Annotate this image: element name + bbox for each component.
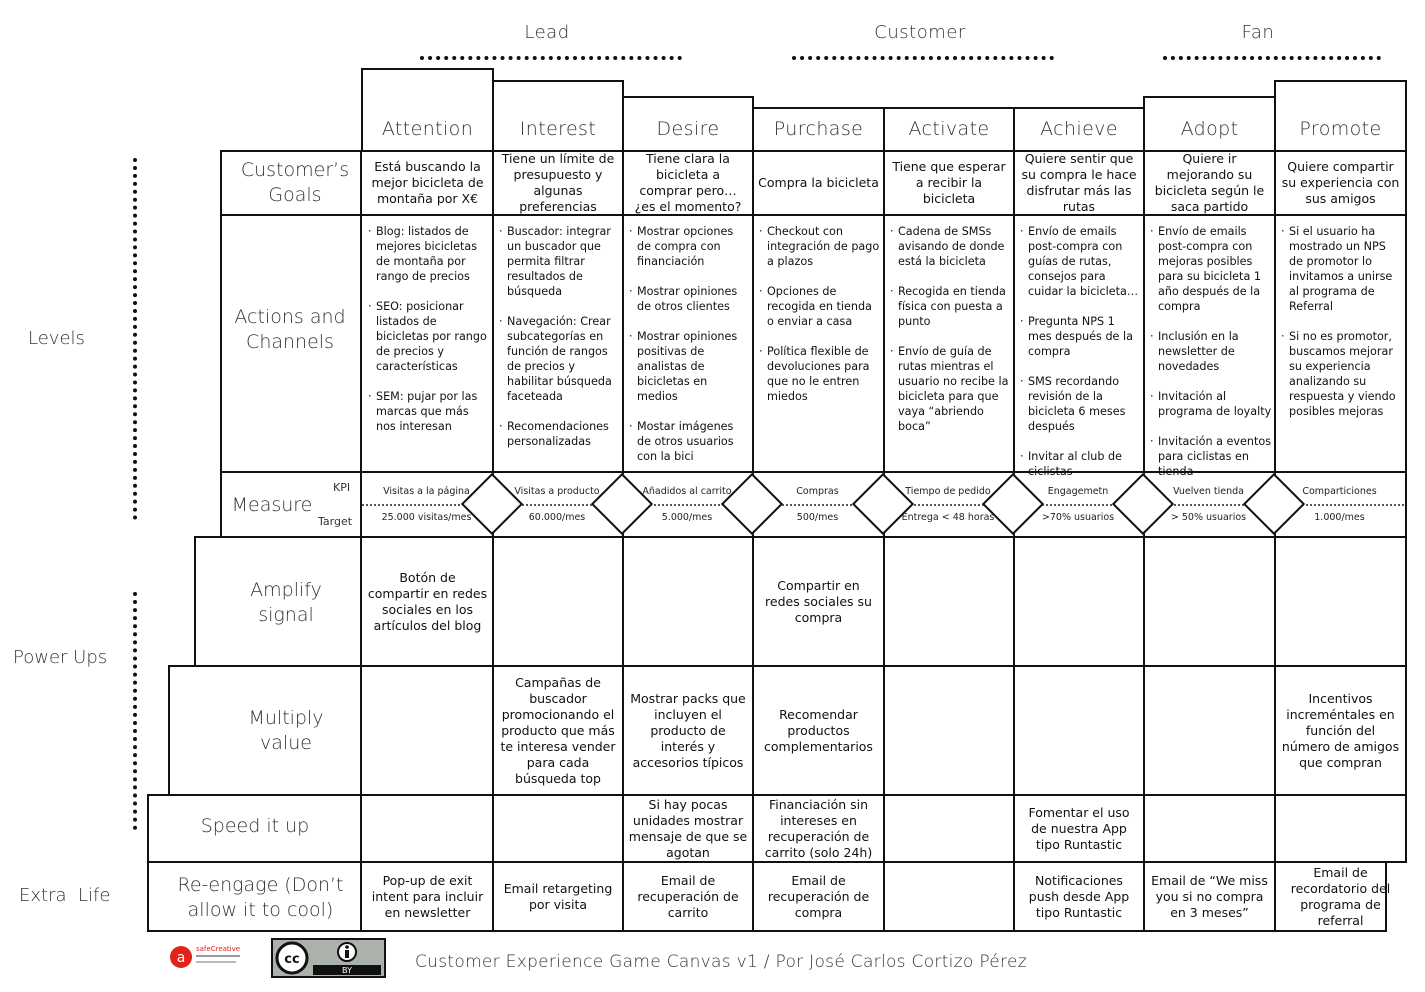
multiply-cell: Recomendar productos complementarios [764,706,873,754]
row-label-goals: Customer’s Goals [240,159,350,206]
action-item: · Opciones de recogida en tienda o enviar a casa [759,284,881,329]
amplify-cell [1145,538,1274,665]
column-header-desire: Desire [622,96,754,152]
action-item: · Invitación a eventos para ciclistas en tienda [1150,434,1272,479]
target-value: 500/mes [796,512,839,523]
target-label: Target [318,515,353,528]
multiply-cell: Mostrar packs que incluyen el producto de interés y accesorios típicos [630,690,746,770]
amplify-cell [885,538,1013,665]
reengage-cell: Email retargeting por visita [503,880,613,912]
row-label-multiply: Multiply value [248,707,324,754]
action-item: · Blog: listados de mejores bicicletas de montaña por rango de precios [368,224,490,284]
action-item: · Invitar al club de ciclistas [1020,449,1141,479]
goal-cell: Está buscando la mejor bicicleta de montaña por X€ [371,159,484,206]
column-header-promote: Promote [1274,80,1407,152]
kpi-value: Tiempo de pedido [905,486,991,497]
side-label-power-ups: Power Ups [13,647,108,668]
row-label-actions: Actions and Channels [234,306,346,353]
speed-cell: Si hay pocas unidades mostrar mensaje de que se agotan [628,796,748,860]
actions-list [759,224,881,404]
multiply-cell [885,667,1013,794]
reengage-cell: Email de recordatorio del programa de referral [1290,864,1391,928]
goal-cell: Tiene que esperar a recibir la bicicleta [892,159,1006,206]
goal-cell: Quiere ir mejorando su bicicleta según le saca partido [1154,151,1265,214]
safe-creative-logo [168,942,248,972]
kpi-value: Vuelven tienda [1173,486,1244,497]
actions-cell [1145,216,1274,478]
speed-cell [363,796,492,861]
action-item: · Si el usuario ha mostrado un NPS de promotor lo invitamos a unirse al programa de Referral [1281,224,1403,314]
kpi-label: KPI [333,481,351,494]
multiply-cell [1145,667,1274,794]
speed-cell [885,796,1013,861]
target-value: Entrega < 48 horas [901,512,995,523]
action-item: · Política flexible de devoluciones para que no le entren miedos [759,344,881,404]
goal-cell: Quiere sentir que su compra le hace disfrutar más las rutas [1021,151,1137,214]
levels-dots [133,158,137,520]
action-item: · Inclusión en la newsletter de novedades [1150,329,1272,374]
goal-cell: Tiene clara la bicicleta a comprar pero… ¿es el momento? [634,151,742,214]
amplify-cell: Compartir en redes sociales su compra [765,577,872,625]
row-label-measure: Measure [231,493,313,516]
safe-creative-label: safeCreative [196,945,241,953]
goal-cell: Quiere compartir su experiencia con sus amigos [1281,159,1400,206]
action-item: · Envío de guía de rutas mientras el usuario no recibe la bicicleta para que vaya “abriendo boca” [890,344,1011,434]
by-label: BY [342,966,352,975]
action-item: · SMS recordando revisión de la bicicleta 6 meses después [1020,374,1141,434]
reengage-cell: Email de recuperación de carrito [637,872,739,920]
kpi-value: Engagemetn [1047,486,1109,497]
goal-cell: Compra la bicicleta [758,175,879,190]
cc-label: cc [284,952,300,967]
reengage-cell [885,863,1013,930]
column-header-purchase: Purchase [752,107,885,152]
actions-cell [363,216,492,471]
action-item: · Pregunta NPS 1 mes después de la compra [1020,314,1141,359]
svg-text:a: a [176,950,186,966]
row-label-amplify: Amplify signal [250,579,322,626]
amplify-cell [1276,538,1405,665]
column-header-adopt: Adopt [1143,96,1276,152]
speed-cell: Financiación sin intereses en recuperación de carrito (solo 24h) [764,796,873,860]
action-item: · Checkout con integración de pago a plazos [759,224,881,269]
grid-label-divider [360,150,362,932]
target-value: 25.000 visitas/mes [381,512,472,523]
target-value: > 50% usuarios [1170,512,1247,523]
actions-list [1020,224,1141,479]
reengage-cell: Pop-up de exit intent para incluir en newsletter [371,872,484,920]
target-value: >70% usuarios [1041,512,1115,523]
speed-cell [494,796,622,861]
action-item: · SEO: posicionar listados de bicicletas por rango de precios y características [368,299,490,374]
stage-fan-dots [1163,56,1381,60]
actions-list [1281,224,1403,419]
action-item: · Buscador: integrar un buscador que permita filtrar resultados de búsqueda [499,224,620,299]
kpi-value: Comparticiones [1302,486,1377,497]
target-value: 1.000/mes [1314,512,1365,523]
multiply-cell [363,667,492,794]
actions-list [499,224,620,449]
column-header-interest: Interest [492,80,624,152]
action-item: · Envío de emails post-compra con mejoras posibles para su bicicleta 1 año después de la compra [1150,224,1272,314]
stage-customer-dots [792,56,1054,60]
actions-cell [754,216,883,471]
amplify-cell [624,538,752,665]
stage-customer: Customer [874,22,966,43]
actions-list [368,224,490,434]
reengage-cell: Email de “We miss you si no compra en 3 meses” [1151,872,1268,920]
action-item: · Navegación: Crear subcategorías en función de rangos de precios y habilitar búsqueda faceteada [499,314,620,404]
action-item: · Mostrar opciones de compra con financiación [629,224,750,269]
actions-cell [885,216,1013,471]
amplify-cell [494,538,622,665]
row-label-speed: Speed it up [200,814,310,837]
side-label-levels: Levels [28,328,85,349]
action-item: · Recogida en tienda física con puesta a punto [890,284,1011,329]
speed-cell [1145,796,1274,861]
action-item: · Mostrar opiniones de otros clientes [629,284,750,314]
footer-title: Customer Experience Game Canvas v1 / Por José Carlos Cortizo Pérez [415,952,1027,972]
multiply-cell: Incentivos increméntales en función del número de amigos que compran [1281,690,1400,770]
action-item: · Mostrar opiniones positivas de analistas de bicicletas en medios [629,329,750,404]
target-value: 60.000/mes [528,512,586,523]
speed-cell [1276,796,1405,861]
kpi-value: Visitas a la página [383,486,470,497]
kpi-value: Compras [796,486,839,497]
amplify-cell [1015,538,1143,665]
target-value: 5.000/mes [661,512,713,523]
reengage-cell: Notificaciones push desde App tipo Runtastic [1028,872,1130,920]
multiply-cell [1015,667,1143,794]
action-item: · Cadena de SMSs avisando de donde está la bicicleta [890,224,1011,269]
cc-by-badge [271,938,386,978]
multiply-cell: Campañas de buscador promocionando el producto que más te interesa vender para cada búsqueda top [500,674,616,786]
stage-fan: Fan [1241,22,1275,43]
actions-list [629,224,750,464]
power-ups-dots [133,592,137,830]
action-item: · SEM: pujar por las marcas que más nos interesan [368,389,490,434]
column-header-attention: Attention [361,68,494,152]
column-header-activate: Activate [883,107,1015,152]
goal-cell: Tiene un límite de presupuesto y algunas preferencias [501,151,615,214]
stage-lead: Lead [524,22,570,43]
actions-cell [494,216,622,471]
action-item: · Si no es promotor, buscamos mejorar su experiencia analizando su respuesta y viendo posibles mejoras [1281,329,1403,419]
kpi-value: Visitas a producto [514,486,600,497]
stage-lead-dots [420,56,682,60]
actions-cell [1015,216,1143,478]
actions-list [1150,224,1272,479]
row-label-reengage: Re-engage (Don’t allow it to cool) [177,874,344,921]
actions-cell [624,216,752,471]
amplify-cell: Botón de compartir en redes sociales en los artículos del blog [367,569,488,633]
action-item: · Recomendaciones personalizadas [499,419,620,449]
reengage-cell: Email de recuperación de compra [767,872,870,920]
column-header-achieve: Achieve [1013,107,1145,152]
actions-list [890,224,1011,434]
action-item: · Mostar imágenes de otros usuarios con la bici [629,419,750,464]
action-item: · Envío de emails post-compra con guías de rutas, consejos para cuidar la bicicleta… [1020,224,1141,299]
side-label-extra-life: Extra Life [19,885,111,906]
kpi-value: Añadidos al carrito [642,486,732,497]
actions-cell [1276,216,1405,471]
speed-cell: Fomentar el uso de nuestra App tipo Runtastic [1028,804,1130,852]
action-item: · Invitación al programa de loyalty [1150,389,1272,419]
